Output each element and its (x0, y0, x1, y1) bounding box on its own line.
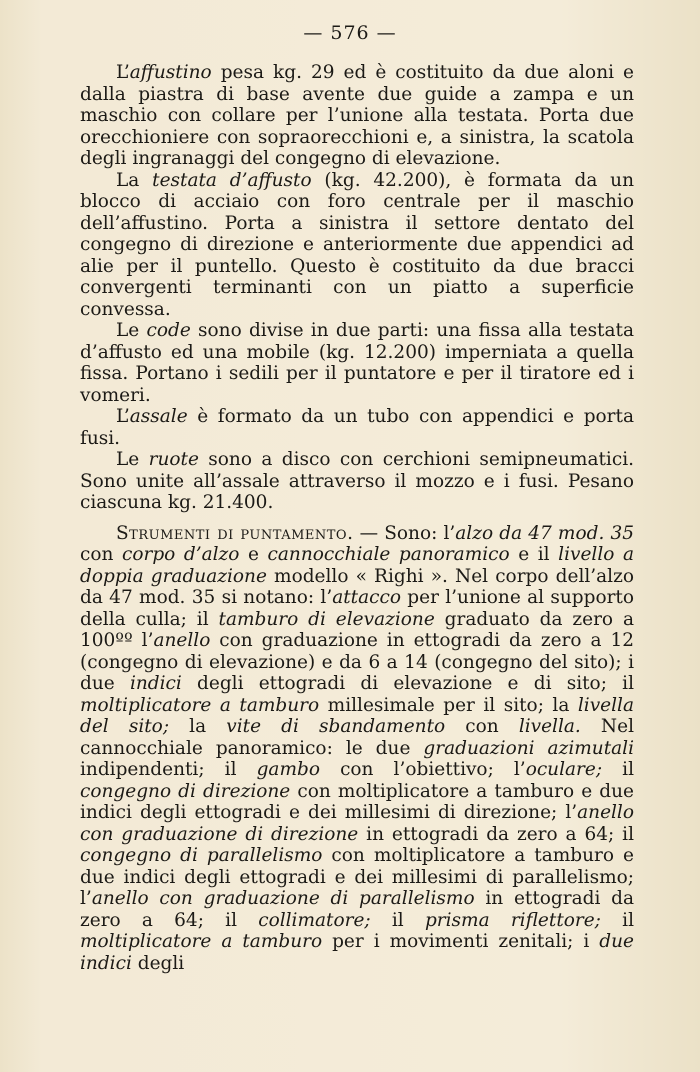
italic-term: attacco (332, 587, 401, 608)
text-run: per l’unione al supporto della culla; il (80, 587, 634, 630)
text-run: L’ (116, 62, 130, 83)
italic-term: code (146, 320, 191, 341)
text-run: con graduazione in ettogradi da zero a 12 (congegno di elevazione) e da 6 a 14 (congegno del sito); i due (80, 630, 634, 694)
text-run: il (370, 909, 425, 931)
text-run: per i movimenti zenitali; i (322, 931, 600, 952)
text-run: (kg. 42.200), è formata da un blocco di acciaio con foro centrale per il maschio dell’affustino. Porta a sinistra il settore dentato del congegno di direzione e anteriormente due appendici ad alie per il puntello. Questo è costituito da due bracci convergenti terminanti con un piatto a superficie convessa. (80, 169, 635, 320)
text-run: sono a disco con cerchioni semipneumatici. Sono unite all’assale attraverso il mozzo e i fusi. Pesano ciascuna kg. 21.400. (80, 449, 634, 513)
italic-term: congegno di parallelismo (80, 845, 323, 866)
italic-term: tamburo di elevazione (218, 608, 435, 630)
paragraph (80, 62, 634, 170)
italic-term: anello con graduazione di parallelismo (91, 888, 475, 909)
italic-term: oculare; (525, 759, 603, 780)
text-run: con moltiplicatore a tamburo e due indici degli ettogradi e dei millesimi di parallelismo; l’ (80, 845, 634, 909)
italic-term: cannocchiale panoramico (267, 544, 510, 565)
italic-term: testata d’affusto (152, 169, 312, 191)
paragraph (80, 406, 634, 449)
paragraph (80, 320, 634, 406)
italic-term: gambo (256, 759, 320, 780)
italic-term: collimatore; (258, 909, 371, 931)
text-run: e (239, 544, 268, 565)
italic-term: livella. (518, 716, 581, 737)
text-run: è formato da un tubo con appendici e porta fusi. (80, 406, 634, 449)
text-run: degli (131, 952, 185, 974)
text-run: in ettogradi da zero a 64; il (358, 823, 634, 845)
text-run: la (169, 716, 227, 737)
italic-term: indici (129, 673, 182, 694)
text-run: millesimale per il sito; la (319, 694, 578, 716)
italic-term: graduazioni azimutali (423, 737, 634, 759)
text-run: degli ettogradi di elevazione e di sito; il (181, 673, 634, 694)
text-run: il (602, 759, 634, 780)
italic-term: livello a doppia graduazione (80, 544, 634, 587)
body-text (80, 62, 634, 974)
italic-term: alzo da 47 mod. 35 (455, 522, 634, 544)
paragraph (80, 449, 634, 514)
text-run: graduato da zero a 100ºº l’ (80, 608, 634, 651)
italic-term: livella del sito; (80, 694, 634, 737)
paragraph (80, 523, 634, 975)
italic-term: congegno di direzione (80, 780, 291, 802)
italic-term: due indici (80, 931, 634, 974)
italic-term: moltiplicatore a tamburo (80, 931, 323, 952)
italic-term: ruote (148, 449, 199, 470)
text-run: L’ (116, 406, 130, 427)
text-run: — Sono: l’ (353, 522, 456, 544)
text-run: Le (116, 320, 147, 341)
italic-term: prisma riflettore; (424, 909, 601, 931)
italic-term: anello con graduazione di direzione (80, 802, 634, 845)
italic-term: moltiplicatore a tamburo (80, 694, 320, 716)
italic-term: corpo d’alzo (121, 544, 240, 565)
italic-term: affustino (129, 62, 212, 83)
text-run: e il (509, 544, 559, 565)
text-run: con (445, 716, 519, 737)
text-run: sono divise in due parti: una fissa alla testata d’affusto ed una mobile (kg. 12.200) imperniata a quella fissa. Portano i sedili per il puntatore e per il tiratore ed i vomeri. (80, 320, 634, 406)
text-run: con moltiplicatore a tamburo e due indici degli ettogradi e dei millesimi di direzione; l’ (80, 780, 634, 823)
text-run: pesa kg. 29 ed è costituito da due aloni e dalla piastra di base avente due guide a zampa e un maschio con collare per l’unione alla testata. Porta due orecchioniere con sopraorecchioni e, a sinistra, la scatola degli ingranaggi del congegno di elevazione. (80, 62, 634, 169)
text-run: con l’obiettivo; l’ (319, 759, 526, 780)
italic-term: vite di sbandamento (226, 716, 446, 737)
page-number: — 576 — (303, 22, 397, 44)
text-run: con (80, 544, 122, 565)
text-run: indipendenti; il (80, 759, 257, 780)
text-run: La (116, 169, 153, 191)
italic-term: anello (153, 630, 211, 651)
text-run: Nel cannocchiale panoramico: le due (80, 716, 634, 759)
paragraph (80, 170, 634, 321)
italic-term: assale (129, 406, 188, 427)
text-run: il (600, 909, 634, 931)
text-run: Le (116, 449, 149, 470)
section-heading: Strumenti di puntamento. (116, 522, 354, 544)
text-run: in ettogradi da zero a 64; il (80, 888, 635, 931)
text-run: modello « Righi ». Nel corpo dell’alzo da 47 mod. 35 si notano: l’ (80, 565, 634, 608)
